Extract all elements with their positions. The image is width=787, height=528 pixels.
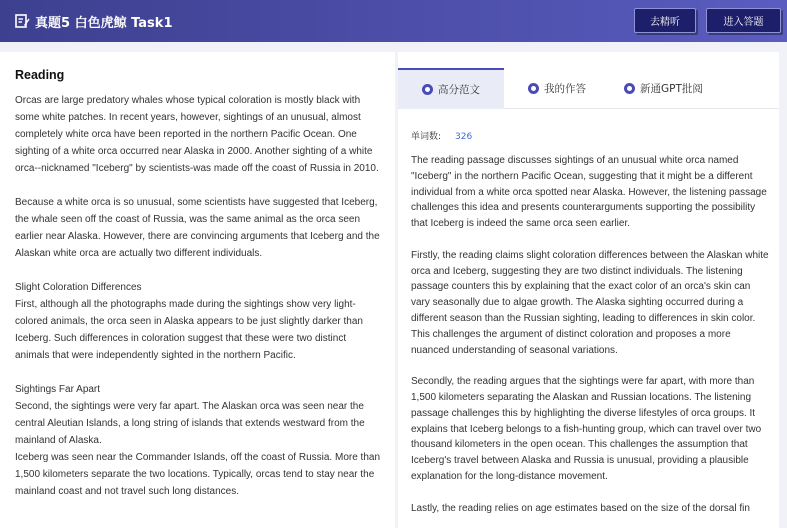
reading-paragraph: Second, the sightings were very far apart. The Alaskan orca was seen near the central Aleutian Islands, a long string of islands that extends westward from the mainland of Alaska. [15, 401, 365, 446]
tab-my-answer[interactable] [528, 68, 586, 109]
model-essay [411, 153, 771, 514]
reading-heading: Reading [15, 68, 65, 82]
reading-paragraph: Orcas are large predatory whales whose typical coloration is mostly black with some white patches. In recent years, however, sightings of an unusual, almost completely white orca have been reported in the northern Pacific Ocean. One sighting of a white orca occurred near Alaska in 2000. Another sighting of a white orca--nicknamed "Iceberg" by scientists-was made off the coast of Russia in 2010. [15, 95, 379, 174]
tab-bar [398, 68, 779, 109]
essay-paragraph: The reading passage discusses sightings of an unusual white orca named "Iceberg" in the northern Pacific Ocean, suggesting that it might be a different individual from a white orca spotted near Alaska. However, the listening passage challenges this idea and presents counterarguments supporting the possibility that Iceberg is indeed the same orca seen earlier. [411, 155, 767, 230]
reading-paragraph: Iceberg was seen near the Commander Islands, off the coast of Russia. More than 1,500 kilometers separate the two locations. Typically, orcas tend to stay near the mainland coast and not travel such long distances. [15, 452, 381, 497]
essay-paragraph: Firstly, the reading claims slight coloration differences between the Alaskan white orca and Iceberg, suggesting they are two distinct individuals. The listening passage counters this by explaining that the exact color of an orca's skin can vary seasonally due to algae growth. The Alaska sighting occurred during a different season than the Russian sighting, leading to differences in skin color. This challenges the argument of distinct coloration and proposes a more nuanced understanding of seasonal variations. [411, 249, 769, 356]
section-title: Sightings Far Apart [15, 384, 101, 395]
answer-panel [398, 52, 779, 528]
reading-panel [0, 52, 395, 528]
document-edit-icon [15, 14, 30, 29]
user-icon [528, 83, 539, 94]
reading-paragraph: First, although all the photographs made during the sightings show very light-colored animals, the orca seen in Alaska appears to be just slightly darker than Iceberg. Such differences in coloration suggest that these were two distinct animals that were independently sighted in the northern Pacific. [15, 299, 363, 361]
tab-gpt-review[interactable] [624, 68, 703, 109]
listen-button[interactable]: 去精听 [634, 8, 696, 33]
essay-paragraph: Secondly, the reading argues that the sightings were far apart, with more than 1,500 kilometers separating the Alaskan and Russian locations. The listening passage challenges this by highlighting the diverse lifestyles of orca groups. It explains that Iceberg belongs to a fish-hunting group, which can travel over two thousand kilometers in the open ocean. This challenges the assumption that Iceberg's travel between Alaska and Russia is unusual, providing a plausible explanation for the long-distance movement. [411, 376, 762, 482]
tab-label: 新通GPT批阅 [640, 83, 703, 95]
reading-paragraph: Because a white orca is so unusual, some scientists have suggested that Iceberg, the whale seen off the coast of Russia, was the same animal as the orca seen earlier near Alaska. However, there are convincing arguments that Iceberg and the Alaskan white orca are actually two different individuals. [15, 197, 380, 259]
essay-paragraph: Lastly, the reading relies on age estimates based on the size of the dorsal fin [411, 502, 750, 514]
medal-icon [422, 84, 433, 95]
word-count-value: 326 [455, 132, 473, 142]
word-count-label: 单词数: [411, 132, 442, 142]
app-header [0, 0, 787, 42]
reading-body [15, 92, 383, 500]
word-count [411, 129, 472, 142]
ai-icon [624, 83, 635, 94]
page-title: 真题5 白色虎鲸 Task1 [35, 15, 173, 31]
tab-label: 高分范文 [438, 84, 480, 96]
enter-answer-button[interactable]: 进入答题 [706, 8, 781, 33]
tab-label: 我的作答 [544, 83, 586, 95]
tab-model-essay[interactable] [398, 68, 504, 109]
section-title: Slight Coloration Differences [15, 282, 142, 293]
